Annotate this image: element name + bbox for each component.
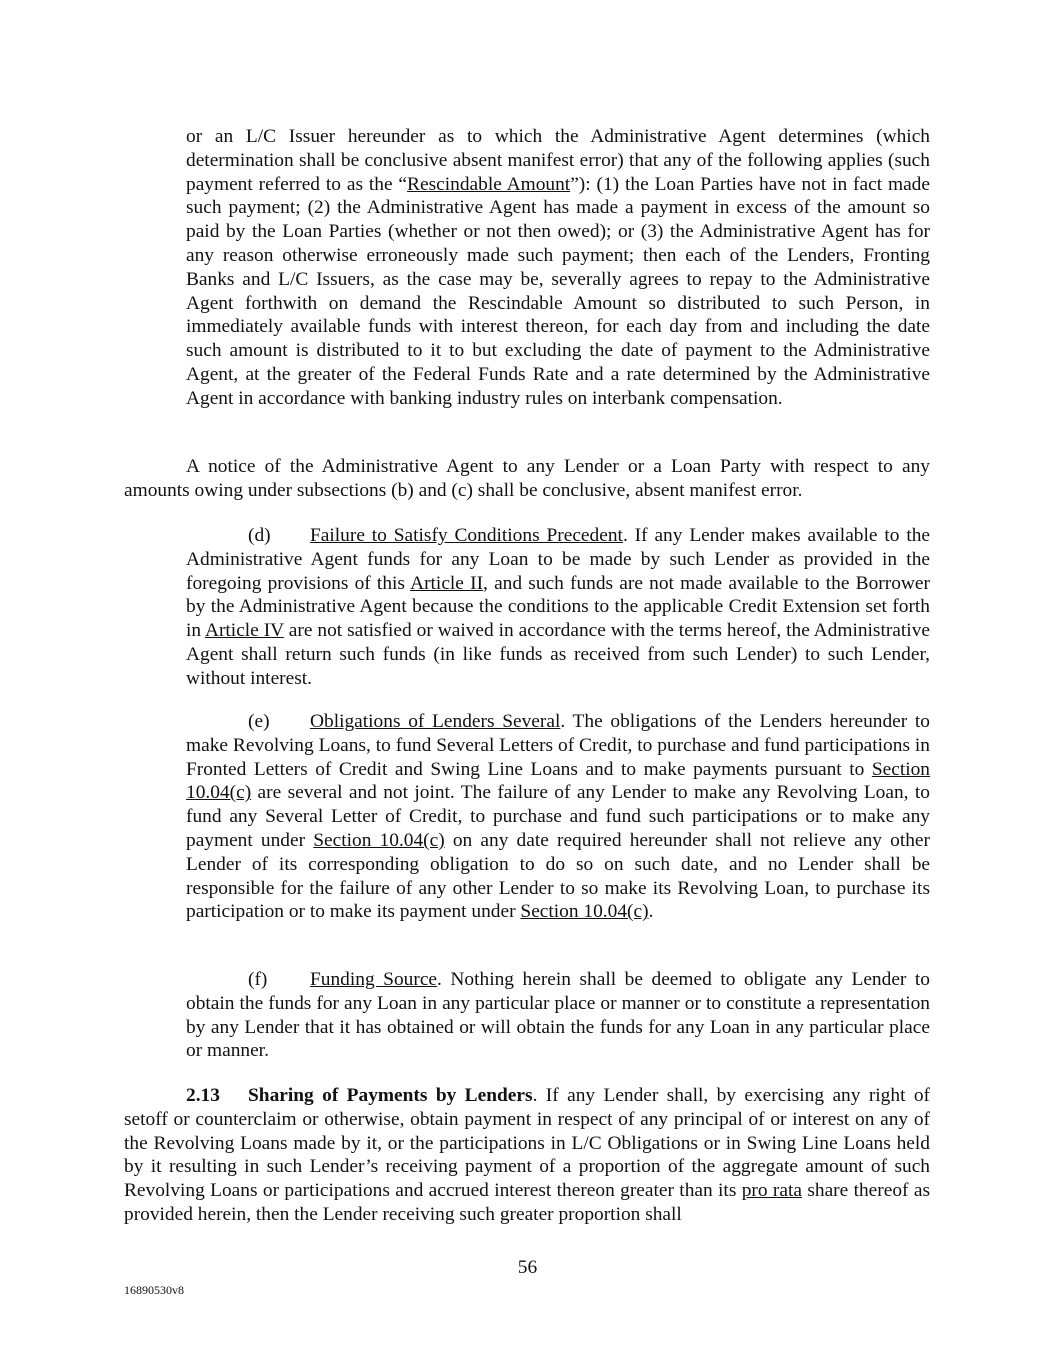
cross-reference: Section 10.04(c) [186,758,930,804]
clause-heading: Failure to Satisfy Conditions Precedent [310,525,623,546]
paragraph-text: or an L/C Issuer hereunder as to which the Administrative Agent determines (which determination shall be conclusive absent manifest error) that any of the following applies (such payment referred to as the “ [186,126,930,195]
page-number: 56 [517,1257,538,1278]
section-number: 2.13 [186,1085,220,1106]
section-heading: Sharing of Payments by Lenders [248,1085,533,1106]
paragraph-text: share thereof as provided herein, then the Lender receiving such greater proportion shall [124,1180,930,1225]
paragraph-e [186,710,930,924]
paragraph-d [186,524,930,691]
paragraph-text: . The obligations of the Lenders hereunder to make Revolving Loans, to fund Several Letters of Credit, to purchase and fund participations in Fronted Letters of Credit and Swing Line Loans and to make payments pursuant to [186,711,930,780]
cross-reference: Section 10.04(c) [520,901,649,923]
clause-number: (f) [248,969,268,990]
paragraph-text: on any date required hereunder shall not relieve any other Lender of its corresponding obligation to do so on such date, and no Lender shall be responsible for the failure of any other Lender to so make its Revolving Loan, to purchase its participation or to make its payment under [186,829,930,923]
paragraph-text: ”): (1) the Loan Parties have not in fact made such payment; (2) the Administrative Agent has made a payment in excess of the amount so paid by the Loan Parties (whether or not then owed); or (3) the Administrative Agent has for any reason otherwise erroneously made such payment; then each of the Lenders, Fronting Banks and L/C Issuers, as the case may be, severally agrees to repay to the Administrative Agent forthwith on demand the Rescindable Amount so distributed to such Person, in immediately available funds with interest thereon, for each day from and including the date such amount is distributed to it to but excluding the date of payment to the Administrative Agent, at the greater of the Federal Funds Rate and a rate determined by the Administrative Agent in accordance with banking industry rules on interbank compensation. [186,173,930,409]
paragraph-notice [124,455,930,503]
paragraph-text: are not satisfied or waived in accordance with the terms hereof, the Administrative Agent shall return such funds (in like funds as received from such Lender) to such Lender, without interest. [186,620,930,689]
clause-number: (d) [248,525,271,546]
clause-heading: Obligations of Lenders Several [310,711,561,732]
defined-term: pro rata [741,1180,802,1202]
paragraph-text: . Nothing herein shall be deemed to obligate any Lender to obtain the funds for any Loan in any particular place or manner or to constitute a representation by any Lender that it has obtained or will obtain the funds for any Loan in any particular place or manner. [186,969,930,1062]
cross-reference: Article II [410,572,484,594]
section-2-13 [124,1084,930,1227]
paragraph-continuation [186,125,930,411]
defined-term: Rescindable Amount [407,173,571,195]
clause-heading: Funding Source [310,969,438,990]
clause-number: (e) [248,711,270,732]
document-id: 16890530v8 [124,1283,184,1297]
paragraph-text: . [648,901,654,923]
cross-reference: Article IV [204,620,284,642]
paragraph-f [186,968,930,1063]
paragraph-text: are several and not joint. The failure of any Lender to make any Revolving Loan, to fund any Several Letter of Credit, to purchase and fund such participations or to make any payment under [186,782,930,851]
paragraph-text: . If any Lender makes available to the Administrative Agent funds for any Loan to be made by such Lender as provided in the foregoing provisions of this [186,525,931,594]
cross-reference: Section 10.04(c) [313,829,445,851]
paragraph-text: , and such funds are not made available to the Borrower by the Administrative Agent because the conditions to the applicable Credit Extension set forth in [186,572,930,642]
paragraph-text: . If any Lender shall, by exercising any right of setoff or counterclaim or otherwise, obtain payment in respect of any principal of or interest on any of the Revolving Loans made by it, or the participations in L/C Obligations or in Swing Line Loans held by it resulting in such Lender’s receiving payment of a proportion of the aggregate amount of such Revolving Loans or participations and accrued interest thereon greater than its [124,1085,930,1202]
paragraph-text: A notice of the Administrative Agent to any Lender or a Loan Party with respect to any amounts owing under subsections (b) and (c) shall be conclusive, absent manifest error. [124,456,930,501]
